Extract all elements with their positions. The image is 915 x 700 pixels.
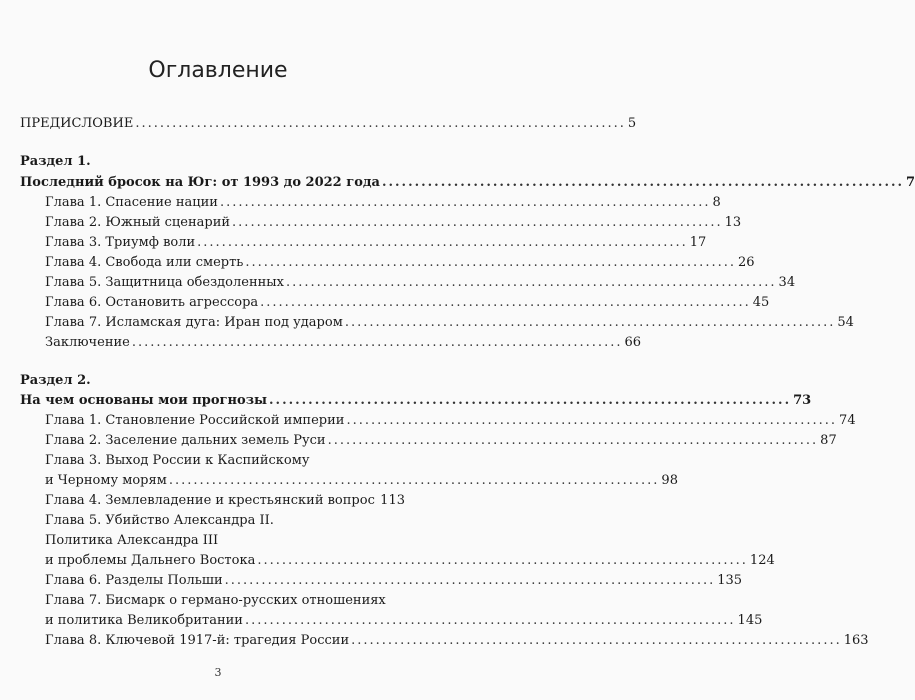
toc-entry xyxy=(45,552,775,569)
toc-entry xyxy=(45,412,856,429)
toc-entry xyxy=(45,294,770,311)
toc-entry-label: Глава 6. Разделы Польши xyxy=(45,573,223,588)
toc-entry-label: Глава 7. Исламская дуга: Иран под ударом xyxy=(45,315,343,330)
toc-entry-label: Последний бросок на Юг: от 1993 до 2022 года xyxy=(20,175,380,190)
leader-dots: ................................................................................ xyxy=(260,295,751,310)
toc-entry-page: 8 xyxy=(712,195,721,210)
toc-section-subtitle xyxy=(20,392,812,409)
toc-entry-page: 145 xyxy=(737,613,763,628)
toc-entry-page: 5 xyxy=(627,116,637,131)
leader-dots: ................................................................................ xyxy=(327,433,819,448)
toc-entry-page: 54 xyxy=(837,315,854,330)
toc-entry xyxy=(45,214,742,231)
leader-dots: ................................................................................ xyxy=(244,613,736,628)
toc-entry-label: и политика Великобритании xyxy=(45,613,243,628)
toc-entry-label: Глава 3. Триумф воли xyxy=(45,235,196,250)
toc-entry-label: Заключение xyxy=(45,335,130,350)
leader-dots: ................................................................................ xyxy=(381,175,905,190)
toc-entry-label: Глава 2. Заселение дальних земель Руси xyxy=(45,433,326,448)
toc-entry xyxy=(45,274,796,291)
toc-entry-page: 124 xyxy=(749,553,775,568)
toc-entry-label: Глава 8. Ключевой 1917-й: трагедия России xyxy=(45,633,350,648)
toc-entry xyxy=(45,194,721,211)
toc-entry-page: 87 xyxy=(820,433,837,448)
page-number: 3 xyxy=(214,666,222,679)
toc-entry-page: 17 xyxy=(689,235,707,250)
toc-entry-page: 26 xyxy=(737,255,755,270)
toc-entry xyxy=(45,314,854,331)
toc-entry xyxy=(45,472,678,489)
toc-entry xyxy=(45,572,743,589)
toc-entry-label: ПРЕДИСЛОВИЕ xyxy=(20,116,134,131)
toc-entry-label: Глава 5. Защитница обездоленных xyxy=(45,275,284,290)
toc-entry xyxy=(45,492,405,509)
section-heading: Раздел 2. xyxy=(20,373,91,388)
toc-entry-page: 66 xyxy=(624,335,642,350)
toc-entry xyxy=(45,432,837,449)
toc-entry-label-line: Глава 3. Выход России к Каспийскому xyxy=(45,453,310,468)
toc-entry xyxy=(45,632,869,649)
toc-entry-page: 7 xyxy=(906,175,915,190)
leader-dots xyxy=(377,492,378,509)
toc-entry-label: Глава 1. Спасение нации xyxy=(45,195,218,210)
leader-dots: ................................................................................ xyxy=(232,215,723,230)
leader-dots: ................................................................................ xyxy=(257,553,748,568)
leader-dots: ................................................................................ xyxy=(219,195,711,210)
toc-entry-page: 74 xyxy=(839,413,856,428)
toc-entry xyxy=(45,234,707,251)
leader-dots: ................................................................................ xyxy=(224,573,716,588)
leader-dots: ................................................................................ xyxy=(344,315,836,330)
leader-dots: ................................................................................ xyxy=(197,235,688,250)
toc-section-subtitle xyxy=(20,174,915,191)
toc-entry-preface xyxy=(20,115,637,132)
toc-entry-page: 13 xyxy=(724,215,742,230)
toc-entry-page: 113 xyxy=(380,493,405,508)
leader-dots: ................................................................................ xyxy=(285,275,777,290)
toc-entry-page: 135 xyxy=(717,573,743,588)
toc-entry-label-line: Глава 5. Убийство Александра II. xyxy=(45,513,274,528)
toc-entry-label: Глава 6. Остановить агрессора xyxy=(45,295,259,310)
toc-entry-page: 34 xyxy=(778,275,796,290)
page-title: Оглавление xyxy=(148,58,288,83)
toc-entry-label: и проблемы Дальнего Востока xyxy=(45,553,256,568)
toc-entry-label: Глава 2. Южный сценарий xyxy=(45,215,231,230)
toc-entry xyxy=(45,612,763,629)
section-heading: Раздел 1. xyxy=(20,154,91,169)
toc-entry xyxy=(45,334,642,351)
toc-entry-label-line: Политика Александра III xyxy=(45,533,219,548)
toc-entry-label-line: Глава 7. Бисмарк о германо-русских отношениях xyxy=(45,593,386,608)
leader-dots: ................................................................................ xyxy=(168,473,660,488)
toc-entry-label: Глава 4. Землевладение и крестьянский вопрос xyxy=(45,493,375,508)
toc-entry-label: На чем основаны мои прогнозы xyxy=(20,393,268,408)
toc-entry-page: 45 xyxy=(752,295,770,310)
toc-entry-page: 73 xyxy=(793,393,812,408)
leader-dots: ................................................................................ xyxy=(269,393,792,408)
leader-dots: ................................................................................ xyxy=(131,335,623,350)
leader-dots: ................................................................................ xyxy=(346,413,838,428)
toc-entry xyxy=(45,254,755,271)
leader-dots: ................................................................................ xyxy=(351,633,842,648)
leader-dots: ................................................................................ xyxy=(135,116,626,131)
toc-entry-page: 98 xyxy=(661,473,678,488)
toc-entry-label: и Черному морям xyxy=(45,473,167,488)
toc-entry-label: Глава 4. Свобода или смерть xyxy=(45,255,244,270)
leader-dots: ................................................................................ xyxy=(245,255,736,270)
toc-entry-page: 163 xyxy=(843,633,869,648)
toc-entry-label: Глава 1. Становление Российской империи xyxy=(45,413,345,428)
